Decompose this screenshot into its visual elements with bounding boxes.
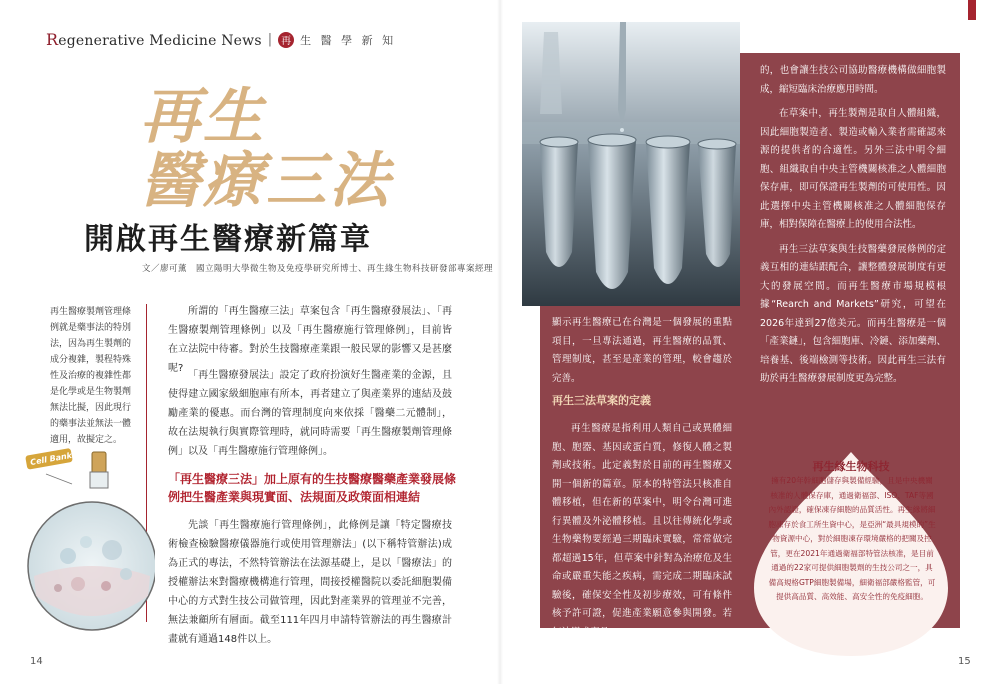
byline: 文／廖可薰 國立陽明大學微生物及免疫學研究所博士、再生緣生物科技研發部專案經理 (142, 264, 494, 274)
subtitle: 開啟再生醫療新篇章 (84, 222, 372, 257)
header-title-en: Regenerative Medicine News (46, 30, 262, 49)
main-title-line1: 再生 (140, 82, 266, 152)
left-paragraph-2: 「再生醫療發展法」設定了政府扮演好生醫產業的金源，且使得建立國家級細胞庫有所本，再者建立了與產業界的連結及鼓勵產業的優惠。而台灣的管理制度向來依採「醫藥二元體制」，故在法規執行與實際管理時，就同時需要「再生醫療製劑管理條例」以及「再生醫療施行管理條例」。 (168, 370, 452, 457)
right-top-text: 的，也會讓生技公司協助醫療機構做細胞製成，縮短臨床治療應用時間。 在草案中，再生製劑是取自人體組織，因此細胞製造者、製造或輸入業者需確認來源的提供者的合適性。另外三法中明令細胞、組織取自中央主管機關核准之人體細胞保存庫，即可保證再生製劑的可使用性。因此選擇中央主管機關核准之人體細胞保存庫，相對保障在醫療上的使用合法性。 再生三法草案與生技醫藥發展條例的定義互相的連結跟配合，讓整體發展制度有更大的發展空間。而再生醫療市場規模根據“Rearch and Markets”研究，可望在2026年達到27億美元。而再生醫療是一個「產業鏈」，包含細胞庫、冷鏈、添加藥劑、培養基、後端檢測等技術。因此再生三法有助於再生醫療發展制度更為完整。 (760, 65, 946, 384)
page-number-right: 15 (958, 656, 971, 667)
left-subheading: 「再生醫療三法」加上原有的生技醫療醫藥產業發展條例把生醫產業與現實面、法規面及政策面相連結 (168, 472, 457, 504)
header-title-zh: 生 醫 學 新 知 (300, 33, 397, 47)
left-paragraph-1: 所謂的「再生醫療三法」草案包含「再生醫療發展法」、「再生醫療製劑管理條例」以及「再生醫療施行管理條例」，目前皆在立法院中待審。對於生技醫療產業跟一般民眾的影響又是甚麼呢? (168, 306, 452, 374)
right-main-intro: 顯示再生醫療已在台灣是一個發展的重點項目，一旦專法通過，再生醫療的品質、管理制度，甚至是產業的管理，較會趨於完善。 (552, 317, 732, 384)
left-paragraph-3: 先談「再生醫療施行管理條例」，此條例是讓「特定醫療技術檢查檢驗醫療儀器施行或使用管理辦法」(以下稱特管辦法)成為正式的專法，不然特管辦法在法源基礎上，是以「醫療法」的授權辦法來對醫療機構進行管理，間接授權醫院以委託細胞製備中心的方式對生技公司做管理，因此對產業界的管理並不完善，無法兼顧所有層面。截至111年四月申請特管辦法的再生醫療計畫就有通過148件以上。 (168, 520, 452, 645)
cell-bank-label: Cell Bank (29, 450, 73, 468)
page-gutter (497, 0, 503, 684)
definition-text: 再生醫療是指利用人類自己或異體細胞、胞器、基因或蛋白質，修復人體之製劑或技術。此定義對於目前的再生醫療又開一個新的篇章。原本的特管法只核准自體移植，但在新的草案中，明令台灣可進行異體及外泌體移植。且以往傳統化學或生物藥物要經過三期臨床實驗，常常做完都超過15年，但草案中針對為治療危及生命或嚴重失能之疾病，需完成二期臨床試驗後，確保安全性及初步療效，可有條件核予許可證，促進產業願意參與開發。若無法變成產品 (552, 423, 732, 638)
test-tubes-photo (522, 22, 740, 306)
definition-heading: 再生三法草案的定義 (552, 394, 651, 407)
cell-bank-flask-illustration (20, 446, 155, 646)
sidebar-note: 再生醫療製劑管理條例就是藥事法的特別法，因為再生製劑的成分複雜，製程特殊性及治療的複雜性都是化學或是生物製劑無法比擬，因此現行的藥事法並無法一體適用，故擬定之。 (50, 307, 132, 445)
drop-text: 擁有20年幹細胞儲存與製備經驗，且是中央機關核准的人體保存庫，通過衛福部、ISO、TAF等國內外認證，確保凍存細胞的品質活性。再生緣將細胞凍存於食工所生資中心，是亞洲“最具規模的”生物資源中心，對於細胞凍存環境嚴格的把關及控管，更在2021年通過衛福部特管法核准，是目前通過的22家可提供細胞製劑的生技公司之一，具備高規格GTP細胞製備場，細衛福部嚴格監管，可提供高品質、高效能、高安全性的免疫細胞。 (768, 476, 936, 601)
page-number-left: 14 (30, 656, 43, 667)
header-logo-icon: 再 (278, 32, 294, 48)
magazine-header (46, 30, 396, 49)
page-edge-tab (968, 0, 976, 20)
main-title-line2: 醫療三法 (140, 146, 392, 216)
drop-title: 再生緣生物科技 (812, 460, 890, 473)
header-separator: | (267, 32, 273, 47)
